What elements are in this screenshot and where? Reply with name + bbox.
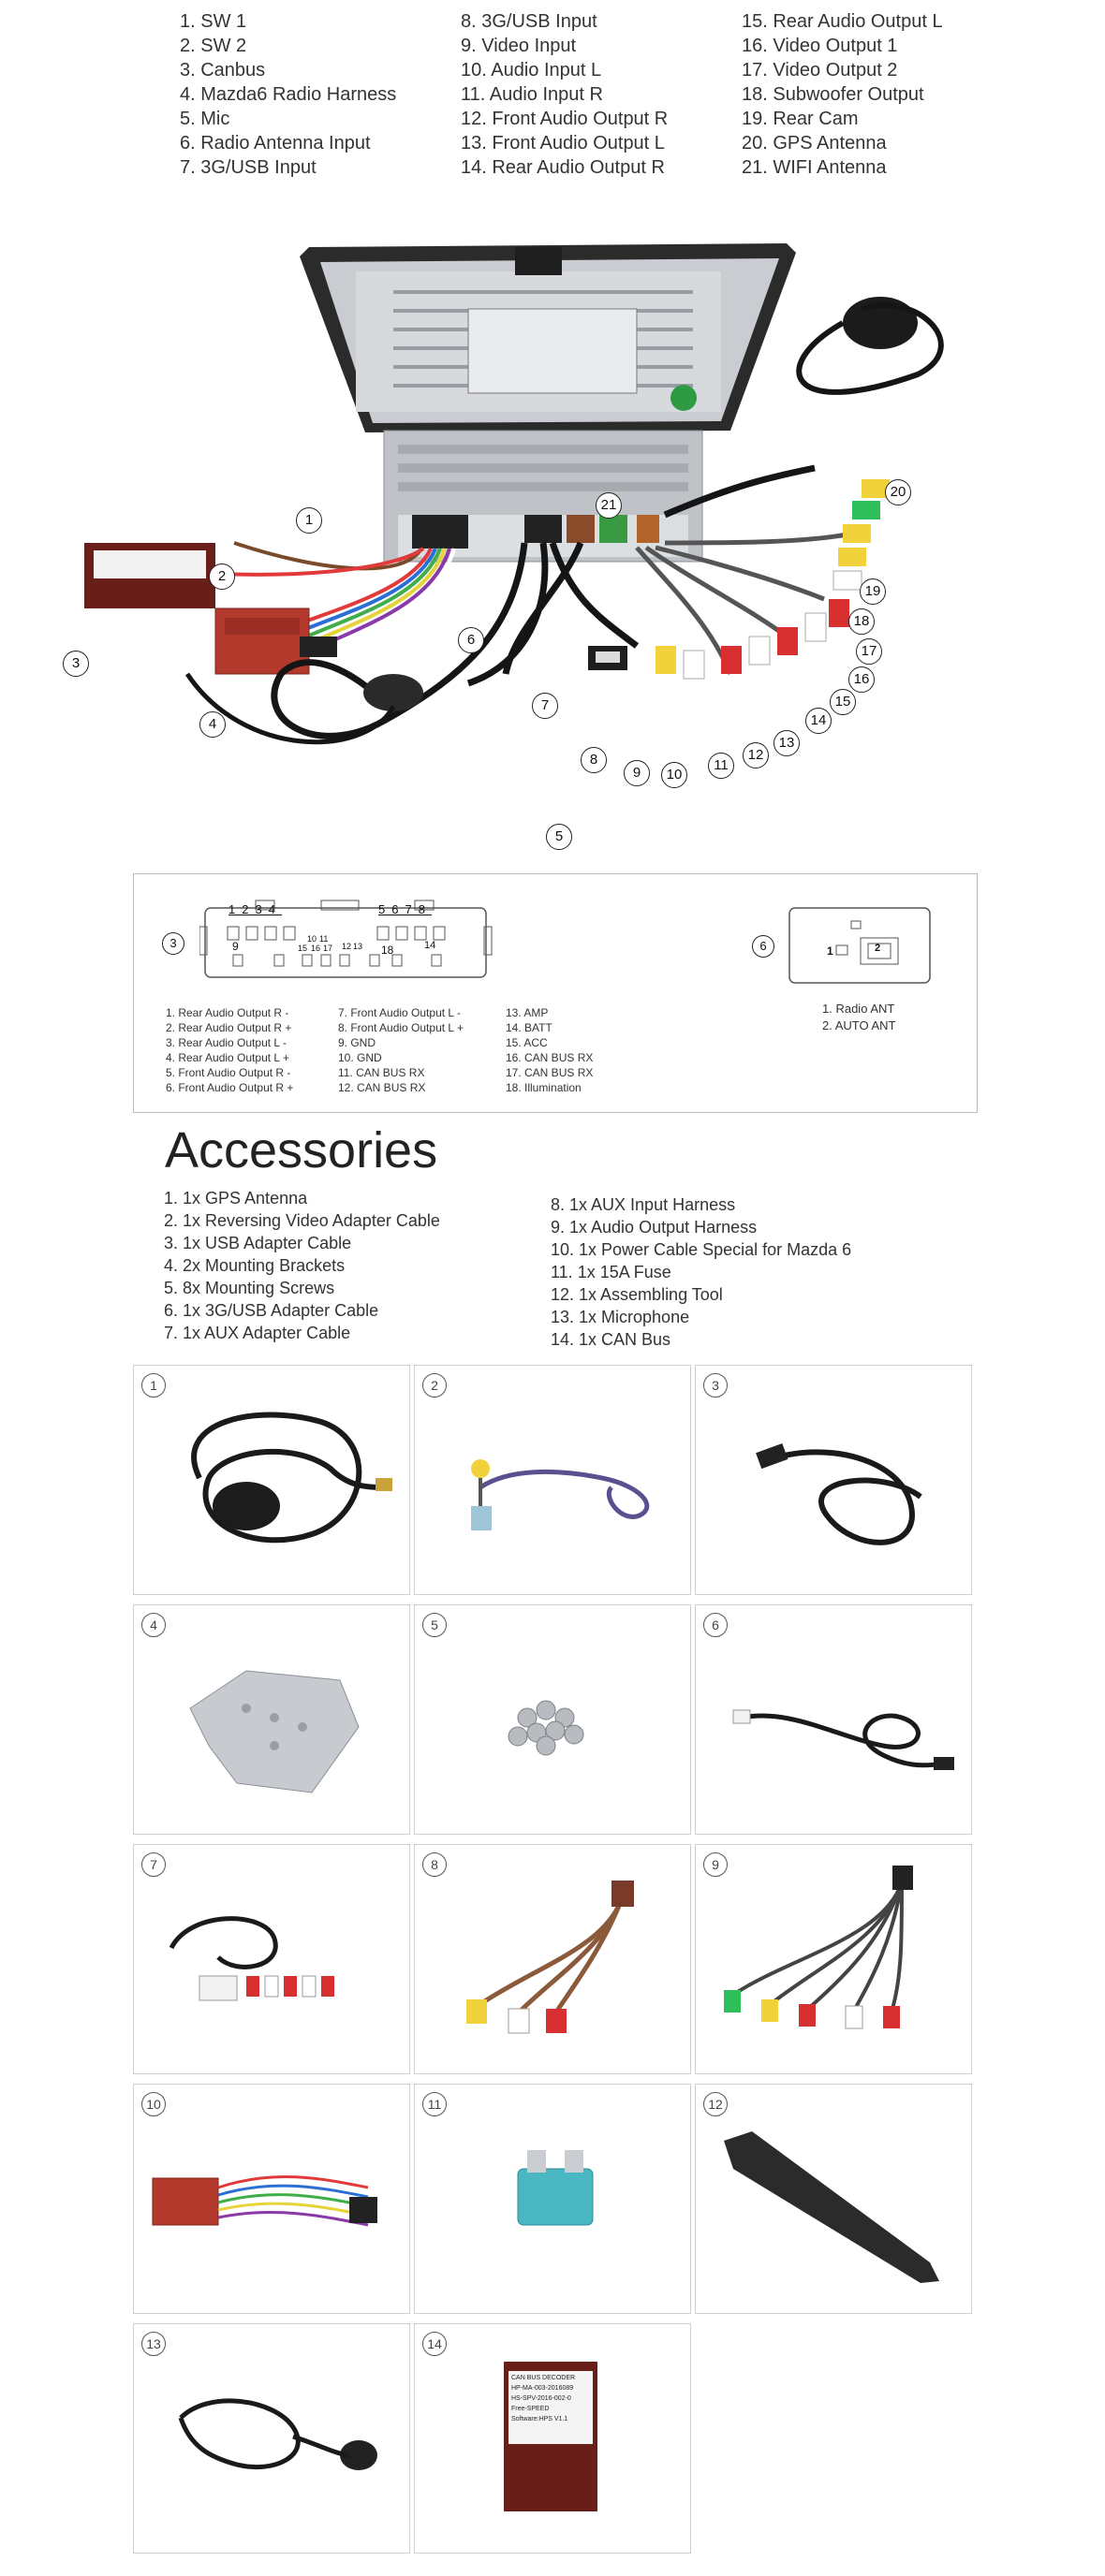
legend-item: 5. Mic	[180, 109, 230, 129]
microphone-image	[134, 2324, 411, 2554]
callout-16: 16	[848, 666, 875, 693]
pinout-column-3	[506, 1005, 593, 1095]
reversing-video-adapter-image	[415, 1366, 692, 1596]
can-bus-label	[511, 2373, 590, 2424]
accessory-item: 13. 1x Microphone	[551, 1308, 690, 1326]
cell-number: 10	[141, 2092, 166, 2116]
pin-desc: 3. Rear Audio Output L -	[166, 1036, 287, 1049]
fuse-image	[415, 2085, 692, 2315]
legend-item: 2. SW 2	[180, 36, 247, 56]
callout-9: 9	[624, 760, 650, 786]
accessory-cell-microphone	[133, 2323, 410, 2554]
pin-label: 1	[228, 902, 243, 916]
cell-number: 9	[703, 1852, 728, 1877]
callout-20: 20	[885, 479, 911, 505]
legend-item: 1. SW 1	[180, 11, 247, 32]
pin-desc: 4. Rear Audio Output L +	[166, 1051, 289, 1064]
antenna-desc: 1. Radio ANT	[822, 1002, 895, 1016]
legend-item: 19. Rear Cam	[742, 109, 859, 129]
accessory-item: 10. 1x Power Cable Special for Mazda 6	[551, 1240, 852, 1259]
can-bus-label-line: HP-MA-003-2016089	[511, 2385, 574, 2392]
power-cable-image	[134, 2085, 411, 2315]
pin-labels-top-right	[378, 902, 432, 916]
callout-4: 4	[199, 711, 226, 738]
can-bus-label-line: Free-SPEED	[511, 2406, 550, 2412]
accessory-item: 12. 1x Assembling Tool	[551, 1285, 723, 1304]
accessory-item: 6. 1x 3G/USB Adapter Cable	[164, 1301, 379, 1320]
pin-desc: 2. Rear Audio Output R +	[166, 1021, 292, 1034]
pin-label: 5	[378, 902, 392, 916]
legend-item: 3. Canbus	[180, 60, 266, 80]
callout-18: 18	[848, 608, 875, 635]
pin-desc: 9. GND	[338, 1036, 376, 1049]
pin-label: 18	[381, 944, 394, 957]
mounting-brackets-image	[134, 1605, 411, 1836]
legend-item: 13. Front Audio Output L	[461, 133, 665, 154]
pin-desc: 14. BATT	[506, 1021, 552, 1034]
legend-item: 6. Radio Antenna Input	[180, 133, 371, 154]
legend-item: 17. Video Output 2	[742, 60, 898, 80]
cell-number: 4	[141, 1613, 166, 1637]
accessory-item: 3. 1x USB Adapter Cable	[164, 1234, 352, 1252]
accessory-cell-usb-adapter	[695, 1365, 972, 1595]
accessory-cell-gps-antenna	[133, 1365, 410, 1595]
pinout-diagram-panel	[133, 873, 978, 1113]
pin-label: 9	[232, 940, 239, 953]
pin-desc: 12. CAN BUS RX	[338, 1081, 426, 1094]
pin-label: 14	[424, 940, 436, 951]
callout-1: 1	[296, 507, 322, 534]
callout-15: 15	[830, 689, 856, 715]
can-bus-label-line: HS-SPV-2016-002-0	[511, 2395, 571, 2402]
accessory-cell-mounting-brackets	[133, 1604, 410, 1835]
pin-desc: 11. CAN BUS RX	[338, 1066, 425, 1079]
can-bus-box-image	[415, 2324, 692, 2554]
assembling-tool-image	[696, 2085, 973, 2315]
accessories-column-2	[551, 1193, 851, 1351]
callout-17: 17	[856, 638, 882, 665]
accessory-item: 1. 1x GPS Antenna	[164, 1189, 308, 1208]
accessory-item: 11. 1x 15A Fuse	[551, 1263, 671, 1281]
callout-11: 11	[708, 753, 734, 779]
accessories-column-1	[164, 1187, 440, 1344]
accessory-cell-3g-usb-adapter	[695, 1604, 972, 1835]
pin-label: 3	[255, 902, 269, 916]
pin-desc: 5. Front Audio Output R -	[166, 1066, 291, 1079]
aux-adapter-cable-image	[134, 1845, 411, 2075]
callout-21: 21	[596, 492, 622, 519]
pin-label: 8	[418, 902, 432, 916]
cell-number: 3	[703, 1373, 728, 1398]
can-bus-label-line: CAN BUS DECODER	[511, 2375, 576, 2381]
legend-item: 14. Rear Audio Output R	[461, 157, 665, 178]
aux-input-harness-image	[415, 1845, 692, 2075]
legend-item: 20. GPS Antenna	[742, 133, 887, 154]
pin-desc: 13. AMP	[506, 1006, 549, 1019]
pinout-callout-3: 3	[162, 932, 184, 955]
accessory-cell-fuse	[414, 2084, 691, 2314]
antenna-pin-label: 2	[875, 943, 881, 954]
accessory-item: 2. 1x Reversing Video Adapter Cable	[164, 1211, 440, 1230]
accessory-cell-reversing-video-adapter	[414, 1365, 691, 1595]
cell-number: 12	[703, 2092, 728, 2116]
pin-label: 17	[323, 944, 333, 953]
accessory-cell-can-bus	[414, 2323, 691, 2554]
pin-label: 11	[319, 934, 329, 944]
legend-item: 21. WIFI Antenna	[742, 157, 887, 178]
legend-item: 15. Rear Audio Output L	[742, 11, 943, 32]
callout-8: 8	[581, 747, 607, 773]
callout-14: 14	[805, 708, 832, 734]
pin-desc: 1. Rear Audio Output R -	[166, 1006, 289, 1019]
pin-desc: 7. Front Audio Output L -	[338, 1006, 461, 1019]
pin-label: 4	[268, 902, 282, 916]
accessory-item: 14. 1x CAN Bus	[551, 1330, 671, 1349]
callout-7: 7	[532, 693, 558, 719]
antenna-connector-drawing	[786, 904, 936, 988]
pin-label: 12	[342, 942, 352, 951]
cell-number: 11	[422, 2092, 447, 2116]
cell-number: 5	[422, 1613, 447, 1637]
cell-number: 2	[422, 1373, 447, 1398]
pinout-column-1	[166, 1005, 293, 1095]
pin-label: 13	[353, 942, 363, 951]
legend-column-1	[180, 9, 396, 180]
cell-number: 1	[141, 1373, 166, 1398]
legend-item: 4. Mazda6 Radio Harness	[180, 84, 397, 105]
3g-usb-adapter-cable-image	[696, 1605, 973, 1836]
pin-desc: 6. Front Audio Output R +	[166, 1081, 294, 1094]
callout-12: 12	[743, 742, 769, 768]
callout-19: 19	[860, 578, 886, 605]
legend-item: 7. 3G/USB Input	[180, 157, 317, 178]
callout-3: 3	[63, 651, 89, 677]
mounting-screws-image	[415, 1605, 692, 1836]
pin-desc: 15. ACC	[506, 1036, 548, 1049]
pin-desc: 16. CAN BUS RX	[506, 1051, 594, 1064]
usb-adapter-cable-image	[696, 1366, 973, 1596]
can-bus-label-line: Software:HPS V1.1	[511, 2416, 568, 2422]
cell-number: 13	[141, 2332, 166, 2356]
pin-desc: 17. CAN BUS RX	[506, 1066, 594, 1079]
accessory-item: 5. 8x Mounting Screws	[164, 1279, 335, 1297]
legend-column-3	[742, 9, 943, 180]
callout-10: 10	[661, 762, 687, 788]
accessories-title: Accessories	[165, 1122, 438, 1178]
accessory-cell-audio-output-harness	[695, 1844, 972, 2074]
pin-desc: 8. Front Audio Output L +	[338, 1021, 464, 1034]
legend-item: 11. Audio Input R	[461, 84, 603, 105]
pin-label: 7	[405, 902, 419, 916]
accessory-cell-aux-adapter	[133, 1844, 410, 2074]
accessory-item: 9. 1x Audio Output Harness	[551, 1218, 758, 1237]
pinout-callout-6: 6	[752, 935, 774, 958]
antenna-pin-label: 1	[827, 944, 833, 958]
pin-label: 2	[242, 902, 256, 916]
callout-2: 2	[209, 564, 235, 590]
legend-item: 16. Video Output 1	[742, 36, 898, 56]
accessory-cell-power-cable	[133, 2084, 410, 2314]
audio-output-harness-image	[696, 1845, 973, 2075]
callout-13: 13	[774, 730, 800, 756]
accessory-item: 7. 1x AUX Adapter Cable	[164, 1324, 351, 1342]
cell-number: 6	[703, 1613, 728, 1637]
pin-label: 10	[307, 934, 317, 944]
pin-desc: 10. GND	[338, 1051, 382, 1064]
pin-label: 15	[298, 944, 308, 953]
pin-label: 6	[391, 902, 405, 916]
antenna-column	[822, 1001, 896, 1034]
pin-desc: 18. Illumination	[506, 1081, 582, 1094]
pinout-column-2	[338, 1005, 464, 1095]
pin-labels-top-left	[228, 902, 282, 916]
gps-antenna-image	[134, 1366, 411, 1596]
legend-item: 18. Subwoofer Output	[742, 84, 924, 105]
cell-number: 7	[141, 1852, 166, 1877]
legend-item: 9. Video Input	[461, 36, 577, 56]
callout-5: 5	[546, 824, 572, 850]
legend-column-2	[461, 9, 668, 180]
legend-item: 10. Audio Input L	[461, 60, 602, 80]
legend-item: 8. 3G/USB Input	[461, 11, 597, 32]
antenna-desc: 2. AUTO ANT	[822, 1018, 896, 1032]
callout-6: 6	[458, 627, 484, 653]
cell-number: 8	[422, 1852, 447, 1877]
accessory-cell-aux-input-harness	[414, 1844, 691, 2074]
head-unit-connection-diagram	[71, 234, 1021, 852]
accessory-item: 8. 1x AUX Input Harness	[551, 1195, 736, 1214]
accessory-cell-assembling-tool	[695, 2084, 972, 2314]
legend-item: 12. Front Audio Output R	[461, 109, 669, 129]
accessory-item: 4. 2x Mounting Brackets	[164, 1256, 346, 1275]
head-unit-illustration	[75, 234, 1021, 852]
pin-label: 16	[311, 944, 321, 953]
cell-number: 14	[422, 2332, 447, 2356]
accessory-cell-mounting-screws	[414, 1604, 691, 1835]
